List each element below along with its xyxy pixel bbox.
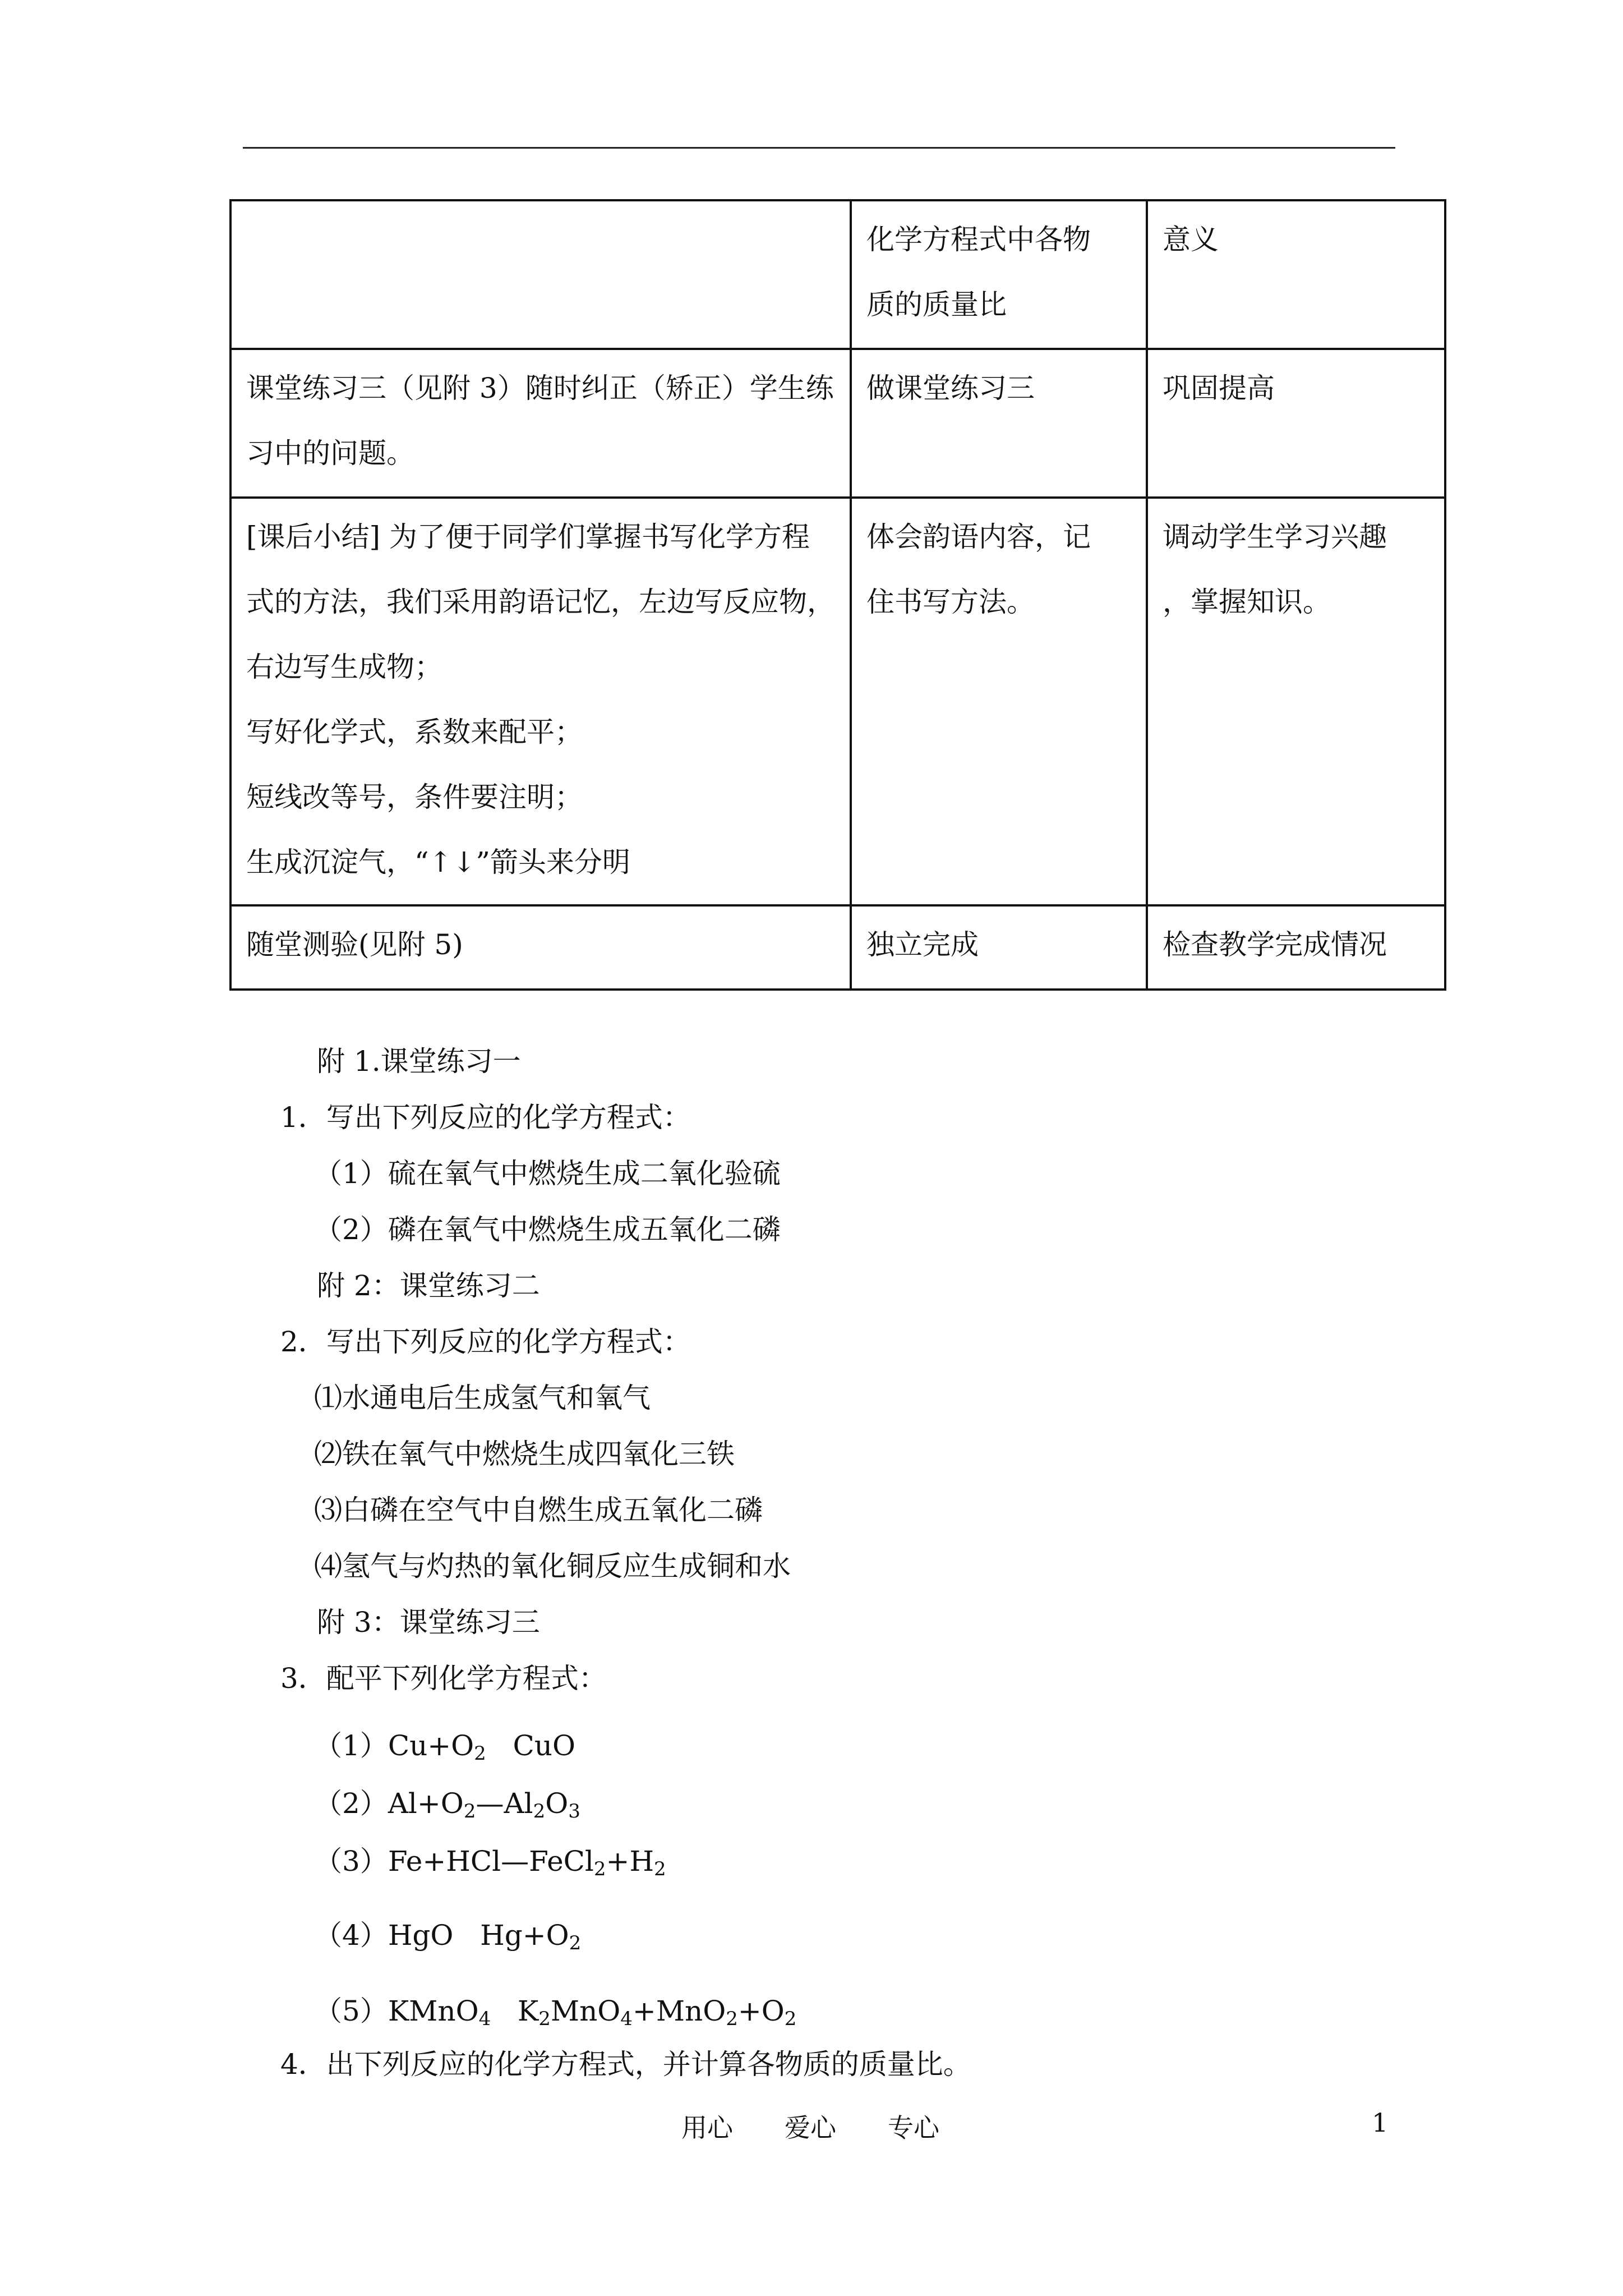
table-cell xyxy=(1147,498,1445,905)
table-cell xyxy=(1147,905,1445,990)
equation-label: （5） xyxy=(314,1995,388,2027)
table-cell xyxy=(230,905,851,990)
question-1: 1．写出下列反应的化学方程式： xyxy=(280,1101,691,1134)
equation-2: $(2)Al+O_2—Al_2O_3$ xyxy=(314,1787,580,1823)
question-1-item: （2）磷在氧气中燃烧生成五氧化二磷 xyxy=(314,1213,781,1246)
appendix-1-title: 附 1.课堂练习一 xyxy=(317,1045,521,1078)
question-2-item: ⑷氢气与灼热的氧化铜反应生成铜和水 xyxy=(314,1550,791,1582)
table-cell xyxy=(851,905,1147,990)
table-cell xyxy=(851,200,1147,349)
equation-1: $(1)Cu+O_2$ CuO xyxy=(314,1729,575,1765)
cell-text: 体会韵语内容，记 xyxy=(866,521,1091,553)
cell-text: 短线改等号，条件要注明； xyxy=(246,781,583,813)
appendix-3-title: 附 3：课堂练习三 xyxy=(317,1606,540,1639)
cell-text: 生成沉淀气，“↑↓”箭头来分明 xyxy=(246,846,630,878)
equation-4: （4）HgO $Hg+O_2$ xyxy=(314,1919,582,1954)
table-cell xyxy=(851,498,1147,905)
page-number: 1 xyxy=(1372,2108,1389,2138)
equation-label: （3） xyxy=(314,1845,388,1878)
question-1-item: （1）硫在氧气中燃烧生成二氧化验硫 xyxy=(314,1157,781,1190)
table-cell xyxy=(1147,349,1445,498)
cell-text: 意义 xyxy=(1163,223,1219,256)
cell-text: 习中的问题。 xyxy=(246,437,414,470)
equation-label: （2） xyxy=(314,1787,388,1820)
question-4: 4．出下列反应的化学方程式，并计算各物质的质量比。 xyxy=(280,2048,971,2081)
question-2-item: ⑶白磷在空气中自燃生成五氧化二磷 xyxy=(314,1494,763,1526)
question-2-item: ⑵铁在氧气中燃烧生成四氧化三铁 xyxy=(314,1438,735,1470)
table-cell xyxy=(1147,200,1445,349)
table-cell xyxy=(851,349,1147,498)
table-row xyxy=(230,905,1445,990)
cell-text: 做课堂练习三 xyxy=(866,372,1035,404)
cell-text: 化学方程式中各物 xyxy=(866,223,1091,256)
appendix-2-title: 附 2：课堂练习二 xyxy=(317,1269,540,1302)
cell-text: 住书写方法。 xyxy=(866,586,1035,618)
table-cell xyxy=(230,349,851,498)
cell-text: 巩固提高 xyxy=(1163,372,1275,404)
cell-text: 式的方法，我们采用韵语记忆，左边写反应物， xyxy=(246,586,835,618)
question-2: 2．写出下列反应的化学方程式： xyxy=(280,1326,691,1358)
cell-text: 随堂测验(见附 5) xyxy=(246,928,463,961)
table-row xyxy=(230,349,1445,498)
table-row xyxy=(230,200,1445,349)
cell-text: [课后小结] 为了便于同学们掌握书写化学方程 xyxy=(246,521,810,553)
cell-text: 独立完成 xyxy=(866,928,979,961)
cell-text: 写好化学式，系数来配平； xyxy=(246,716,583,748)
header-rule xyxy=(243,147,1395,149)
lesson-table xyxy=(229,199,1446,991)
cell-text: 右边写生成物； xyxy=(246,651,442,683)
cell-text: 检查教学完成情况 xyxy=(1163,928,1387,961)
cell-text: ，掌握知识。 xyxy=(1163,586,1331,618)
equation-3: $(3)Fe+HCl—FeCl_2+H_2$ xyxy=(314,1845,666,1880)
equation-5: （5）KMnO$_4$ $K_2MnO_4+MnO_2+O_2$ xyxy=(314,1995,797,2030)
equation-label: （4） xyxy=(314,1919,388,1952)
table-cell xyxy=(230,200,851,349)
question-2-item: ⑴水通电后生成氢气和氧气 xyxy=(314,1382,651,1414)
cell-text: 调动学生学习兴趣 xyxy=(1163,521,1387,553)
footer-motto: 用心 爱心 专心 xyxy=(681,2113,939,2143)
cell-text: 课堂练习三（见附 3）随时纠正（矫正）学生练 xyxy=(246,372,834,404)
table-cell xyxy=(230,498,851,905)
question-3: 3．配平下列化学方程式： xyxy=(280,1662,607,1695)
table-row xyxy=(230,498,1445,905)
cell-text: 质的质量比 xyxy=(866,288,1007,321)
equation-label: （1） xyxy=(314,1729,388,1762)
